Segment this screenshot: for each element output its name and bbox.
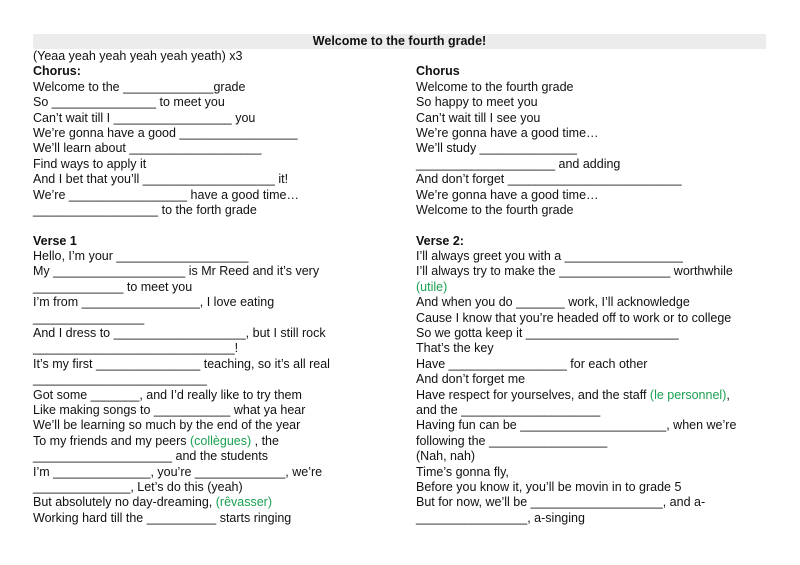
lyric-line — [416, 449, 786, 464]
lyric-line — [33, 372, 403, 387]
lyric-line: Welcome to the fourth grade — [416, 79, 574, 94]
lyric-text: And when you do _______ work, I’ll acknowledge — [416, 295, 690, 310]
lyric-line: We’re gonna have a good _________________ — [33, 125, 298, 140]
right-column — [416, 49, 786, 526]
lyric-line: Welcome to the _____________grade — [33, 79, 246, 94]
lyric-text: _____________________________! — [33, 341, 239, 356]
lyric-text: I’m ______________, you’re _____________, we’re — [33, 464, 323, 479]
lyric-line: __________________ to the forth grade — [33, 202, 257, 217]
lyric-line — [416, 311, 786, 326]
lyric-line: So happy to meet you — [416, 95, 538, 110]
lyric-text-after: , the — [251, 433, 279, 448]
lyric-text: To my friends and my peers — [33, 433, 191, 448]
right-chorus — [416, 80, 786, 219]
lyric-line — [416, 264, 786, 279]
lyric-line — [416, 434, 786, 449]
lyric-line — [33, 311, 403, 326]
lyric-text: ________________, a-singing — [416, 510, 585, 525]
lyric-line — [33, 326, 403, 341]
lyric-line — [416, 372, 786, 387]
lyric-line — [33, 511, 403, 526]
lyric-line — [416, 280, 786, 295]
spacer — [416, 218, 786, 233]
lyric-line — [33, 480, 403, 495]
right-verse — [416, 249, 786, 526]
lyric-line — [33, 357, 403, 372]
lyric-text: That’s the key — [416, 341, 494, 356]
french-translation: (rêvasser) — [215, 495, 273, 510]
left-verse-heading: Verse 1 — [33, 233, 77, 248]
lyric-line — [416, 480, 786, 495]
lyric-line: And I bet that you’ll ___________________ it! — [33, 172, 289, 187]
lyric-line: We’ll study ______________ — [416, 141, 578, 156]
lyric-text: Cause I know that you’re headed off to work or to college — [416, 310, 732, 325]
lyric-text: Got some _______, and I’d really like to try them — [33, 387, 302, 402]
lyric-text: Have respect for yourselves, and the staff — [416, 387, 650, 402]
lyric-line: Welcome to the fourth grade — [416, 202, 574, 217]
lyric-line — [33, 403, 403, 418]
left-column — [33, 49, 403, 526]
lyric-line — [416, 495, 786, 510]
left-chorus — [33, 80, 403, 219]
lyric-line — [416, 295, 786, 310]
lyric-text: Working hard till the __________ starts ringing — [33, 510, 292, 525]
lyric-line: We’re _________________ have a good time… — [33, 187, 299, 202]
lyric-line: We’ll learn about ___________________ — [33, 141, 262, 156]
lyric-line — [416, 403, 786, 418]
lyric-text: I’m from _________________, I love eating — [33, 295, 275, 310]
left-verse — [33, 249, 403, 526]
spacer — [33, 218, 403, 233]
lyric-line: We’re gonna have a good time… — [416, 125, 599, 140]
lyric-line — [416, 249, 786, 264]
lyric-line — [33, 418, 403, 433]
right-verse-heading: Verse 2: — [416, 233, 464, 248]
lyric-text: So we gotta keep it ______________________ — [416, 326, 679, 341]
lyric-line — [33, 280, 403, 295]
lyric-line — [33, 295, 403, 310]
lyric-line — [33, 341, 403, 356]
lyric-line — [416, 418, 786, 433]
right-chorus-heading: Chorus — [416, 64, 460, 79]
lyric-text: _________________________ — [33, 372, 207, 387]
spacer — [416, 49, 786, 64]
lyric-line — [33, 249, 403, 264]
lyric-line — [33, 495, 403, 510]
left-chorus-heading: Chorus: — [33, 64, 81, 79]
french-translation: (le personnel) — [649, 387, 727, 402]
lyric-line — [416, 326, 786, 341]
lyric-line — [33, 388, 403, 403]
lyric-text: _____________ to meet you — [33, 279, 193, 294]
lyric-text: (Nah, nah) — [416, 449, 476, 464]
lyric-line — [33, 465, 403, 480]
lyric-text: And don’t forget me — [416, 372, 526, 387]
lyric-text: Having fun can be _____________________, when we’re — [416, 418, 737, 433]
french-translation: (collègues) — [190, 433, 252, 448]
lyric-text: But for now, we’ll be ___________________, and a- — [416, 495, 706, 510]
lyric-text: My ___________________ is Mr Reed and it’s very — [33, 264, 320, 279]
lyric-text: ______________, Let’s do this (yeah) — [33, 479, 243, 494]
lyric-line: ____________________ and adding — [416, 156, 621, 171]
lyric-line: Can’t wait till I _________________ you — [33, 110, 256, 125]
lyric-text: And I dress to ___________________, but I still rock — [33, 326, 326, 341]
lyric-text: I’ll always try to make the ________________ worthwhile — [416, 264, 733, 279]
french-translation: (utile) — [416, 279, 448, 294]
lyric-line — [416, 465, 786, 480]
lyric-text: Hello, I’m your ___________________ — [33, 249, 249, 264]
lyric-line — [416, 357, 786, 372]
lyric-line — [33, 264, 403, 279]
lyric-text: Time’s gonna fly, — [416, 464, 509, 479]
intro-line: (Yeaa yeah yeah yeah yeah yeath) x3 — [33, 49, 243, 63]
lyric-line — [33, 434, 403, 449]
lyric-line: So _______________ to meet you — [33, 95, 225, 110]
lyric-text: following the _________________ — [416, 433, 608, 448]
lyric-text: ________________ — [33, 310, 145, 325]
lyric-line: Find ways to apply it — [33, 156, 147, 171]
lyric-text: ____________________ and the students — [33, 449, 268, 464]
lyric-text: I’ll always greet you with a _________________ — [416, 249, 683, 264]
worksheet-title: Welcome to the fourth grade! — [33, 34, 766, 49]
lyric-line: Can’t wait till I see you — [416, 110, 541, 125]
lyric-text: We’ll be learning so much by the end of the year — [33, 418, 301, 433]
lyric-text-after: , — [726, 387, 730, 402]
lyric-text: But absolutely no day-dreaming, — [33, 495, 216, 510]
lyric-line — [416, 511, 786, 526]
lyric-line: We’re gonna have a good time… — [416, 187, 599, 202]
lyric-line — [416, 341, 786, 356]
lyric-text: Have _________________ for each other — [416, 356, 648, 371]
lyric-line — [416, 388, 786, 403]
lyric-line: And don’t forget _________________________ — [416, 172, 682, 187]
lyric-text: It’s my first _______________ teaching, so it’s all real — [33, 356, 330, 371]
lyric-line — [33, 449, 403, 464]
lyric-text: and the ____________________ — [416, 402, 601, 417]
lyric-text: Like making songs to ___________ what ya hear — [33, 402, 306, 417]
lyric-text: Before you know it, you’ll be movin in to grade 5 — [416, 479, 682, 494]
